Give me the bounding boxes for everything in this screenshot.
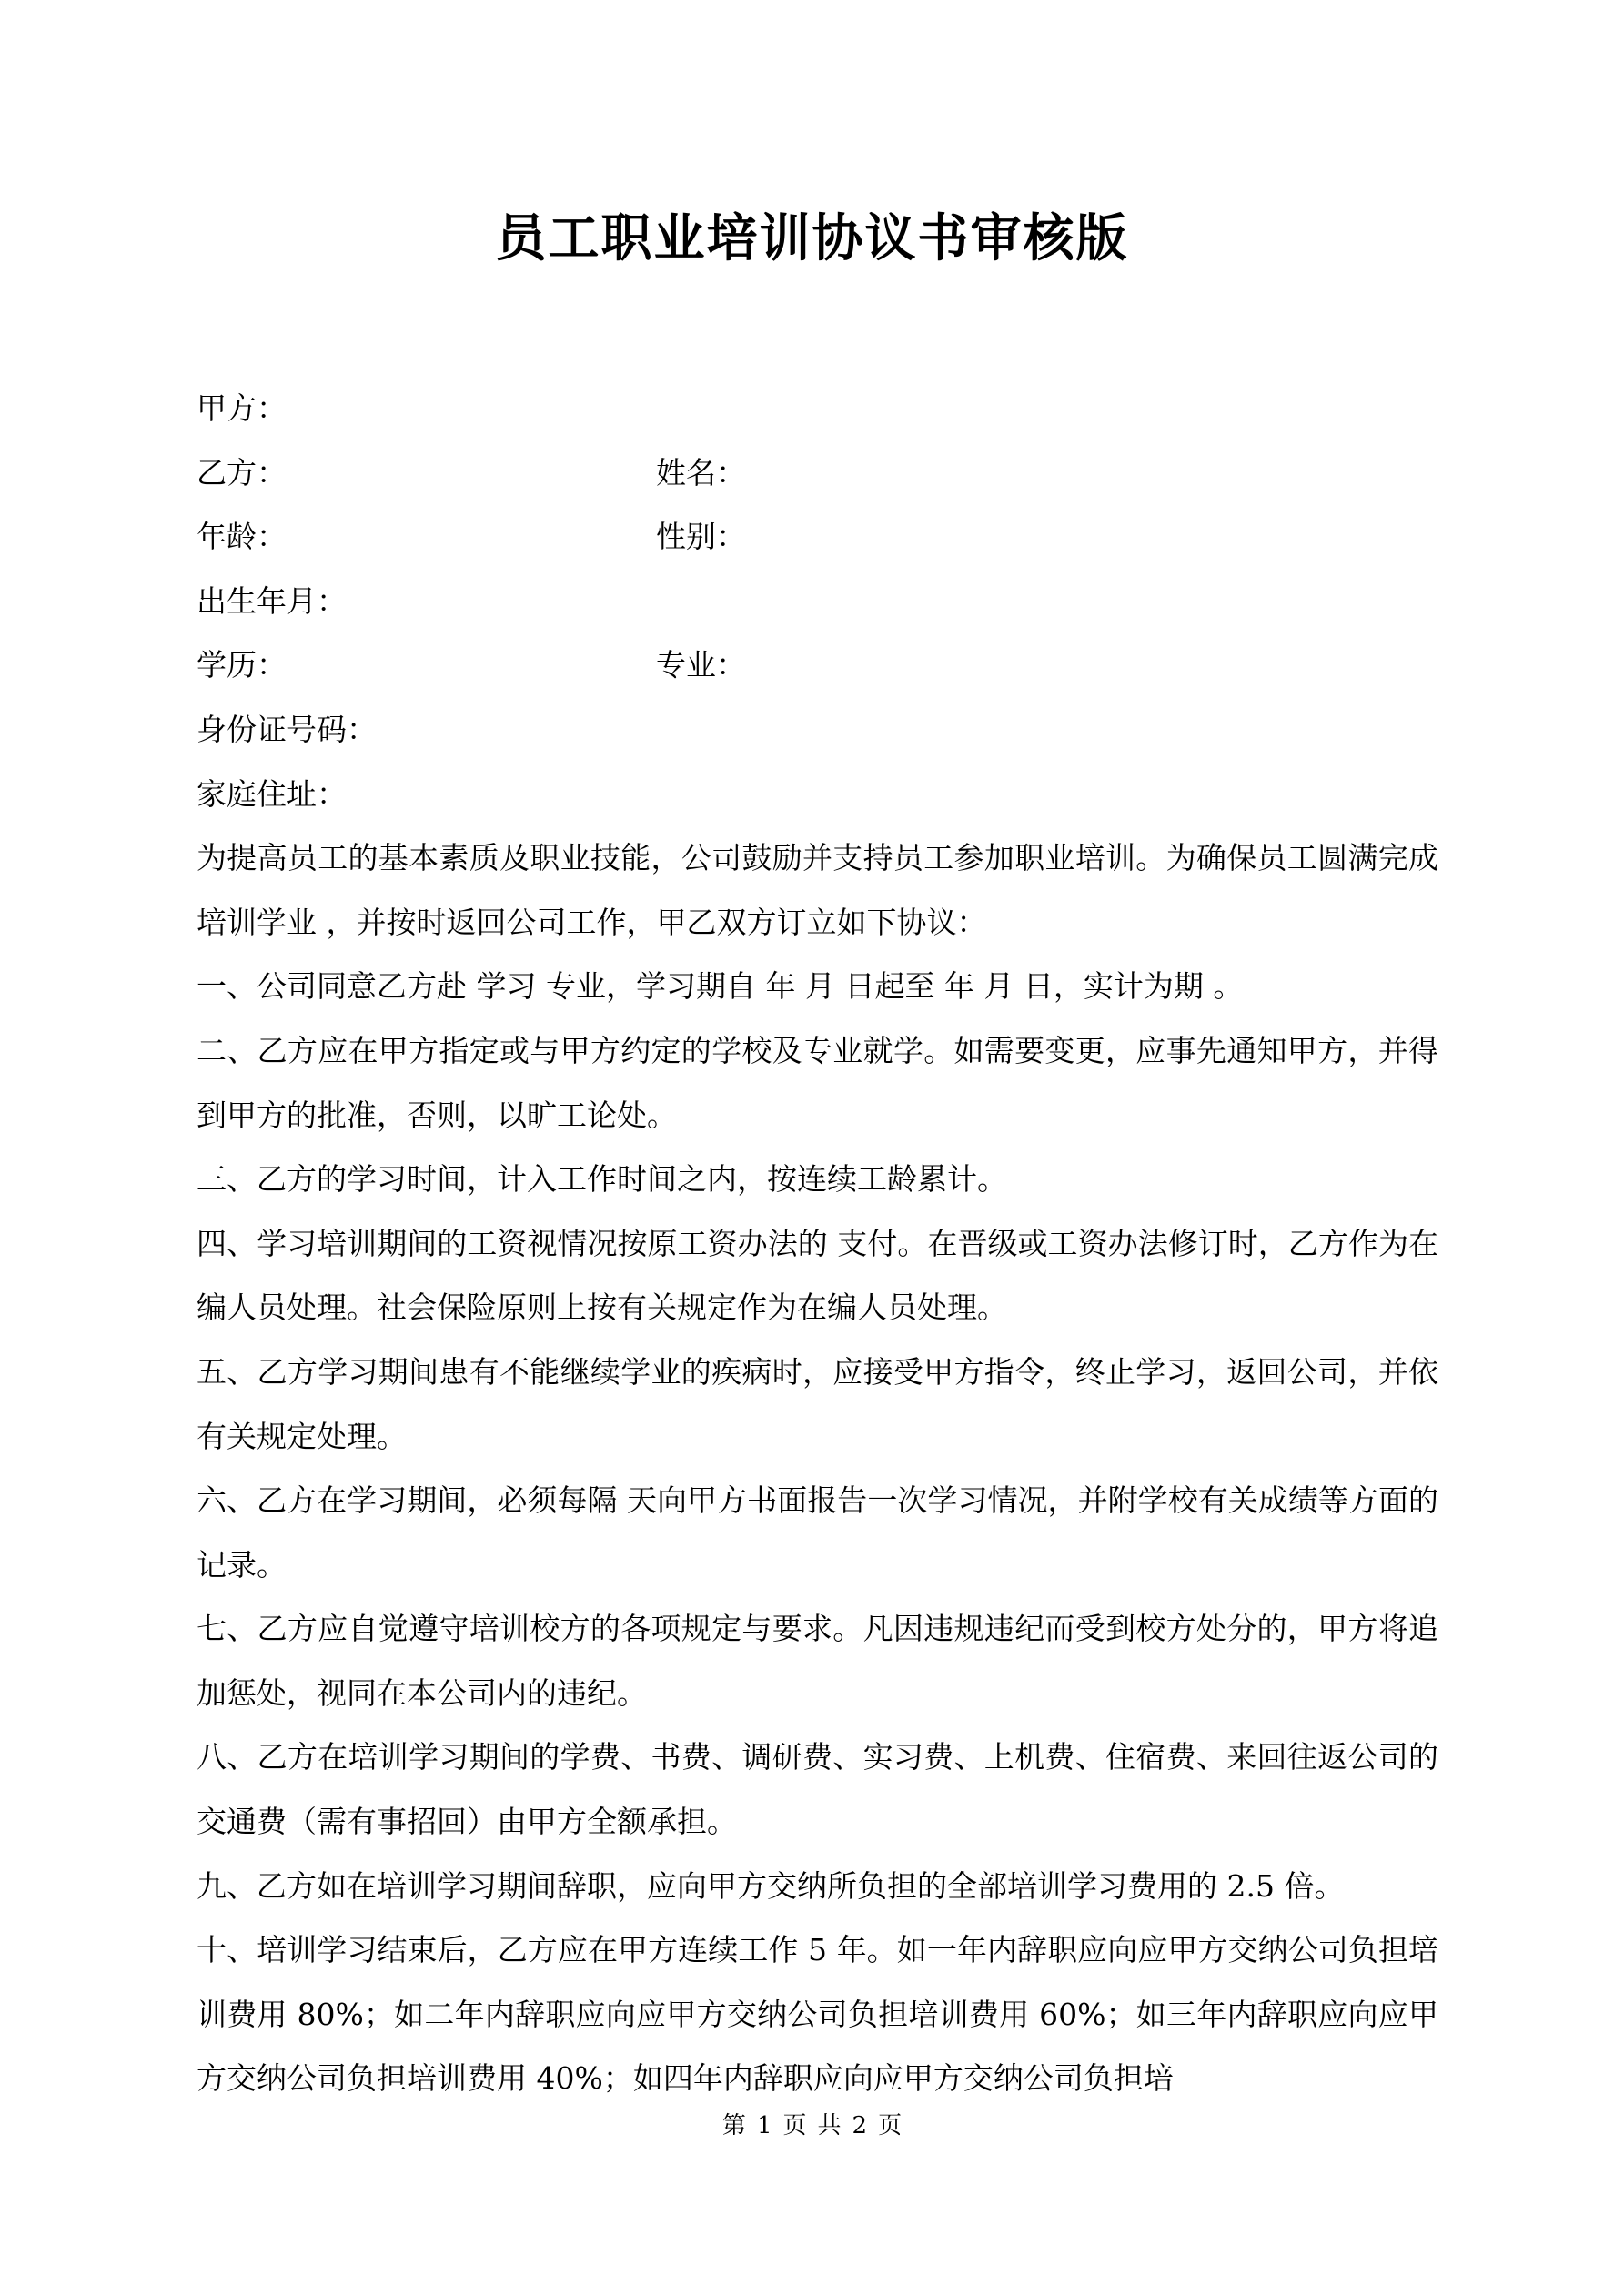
field-birth: 出生年月：: [197, 582, 347, 619]
clause-6: 六、乙方在学习期间，必须每隔 天向甲方书面报告一次学习情况，并附学校有关成绩等方面的记录。: [197, 1482, 1438, 1583]
field-gender: 性别：: [656, 519, 746, 555]
field-address: 家庭住址：: [197, 775, 347, 812]
clause-7: 七、乙方应自觉遵守培训校方的各项规定与要求。凡因违规违纪而受到校方处分的，甲方将追加惩处，视同在本公司内的违纪。: [197, 1611, 1438, 1711]
document-body: [197, 377, 1438, 2111]
field-major: 专业：: [656, 647, 746, 683]
clause-1: 一、公司同意乙方赴 学习 专业，学习期自 年 月 日起至 年 月 日，实计为期 。: [197, 968, 1244, 1005]
footer-current-page: 1: [756, 2112, 772, 2139]
clause-2: 二、乙方应在甲方指定或与甲方约定的学校及专业就学。如需要变更，应事先通知甲方，并得到甲方的批准，否则，以旷工论处。: [197, 1032, 1438, 1133]
field-name: 姓名：: [656, 454, 746, 491]
field-party-a: 甲方：: [197, 390, 287, 426]
paragraph-intro: 为提高员工的基本素质及职业技能，公司鼓励并支持员工参加职业培训。为确保员工圆满完成培训学业 ，并按时返回公司工作，甲乙双方订立如下协议：: [197, 840, 1438, 940]
document-title: 员工职业培训协议书审核版: [495, 208, 1129, 268]
footer-total-pages: 2: [852, 2112, 868, 2139]
field-row-education: [197, 633, 1438, 698]
clause-4: 四、学习培训期间的工资视情况按原工资办法的 支付。在晋级或工资办法修订时，乙方作为在编人员处理。社会保险原则上按有关规定作为在编人员处理。: [197, 1225, 1438, 1326]
footer-page-unit: 页: [782, 2112, 807, 2139]
field-row-age: [197, 505, 1438, 570]
field-party-b: 乙方：: [197, 454, 287, 491]
clause-8: 八、乙方在培训学习期间的学费、书费、调研费、实习费、上机费、住宿费、来回往返公司的交通费（需有事招回）由甲方全额承担。: [197, 1739, 1438, 1840]
field-age: 年龄：: [197, 519, 287, 555]
clause-10: 十、培训学习结束后，乙方应在甲方连续工作 5 年。如一年内辞职应向应甲方交纳公司负担培训费用 80%；如二年内辞职应向应甲方交纳公司负担培训费用 60%；如三年内辞职应向应甲方交纳公司负担培训费用 40%；如四年内辞职应向应甲方交纳公司负担培: [197, 1932, 1438, 2097]
field-education: 学历：: [197, 647, 287, 683]
clause-9: 九、乙方如在培训学习期间辞职，应向甲方交纳所负担的全部培训学习费用的 2.5 倍。: [197, 1867, 1345, 1904]
footer-total-label: 共: [817, 2112, 842, 2139]
field-row-party-b: [197, 441, 1438, 506]
footer-page-label: 第: [721, 2112, 746, 2139]
clause-3: 三、乙方的学习时间，计入工作时间之内，按连续工龄累计。: [197, 1161, 1007, 1198]
field-id-number: 身份证号码：: [197, 711, 377, 747]
page-footer: [0, 2108, 1624, 2144]
footer-total-unit: 页: [878, 2112, 903, 2139]
clause-5: 五、乙方学习期间患有不能继续学业的疾病时，应接受甲方指令，终止学习，返回公司，并依有关规定处理。: [197, 1353, 1438, 1454]
